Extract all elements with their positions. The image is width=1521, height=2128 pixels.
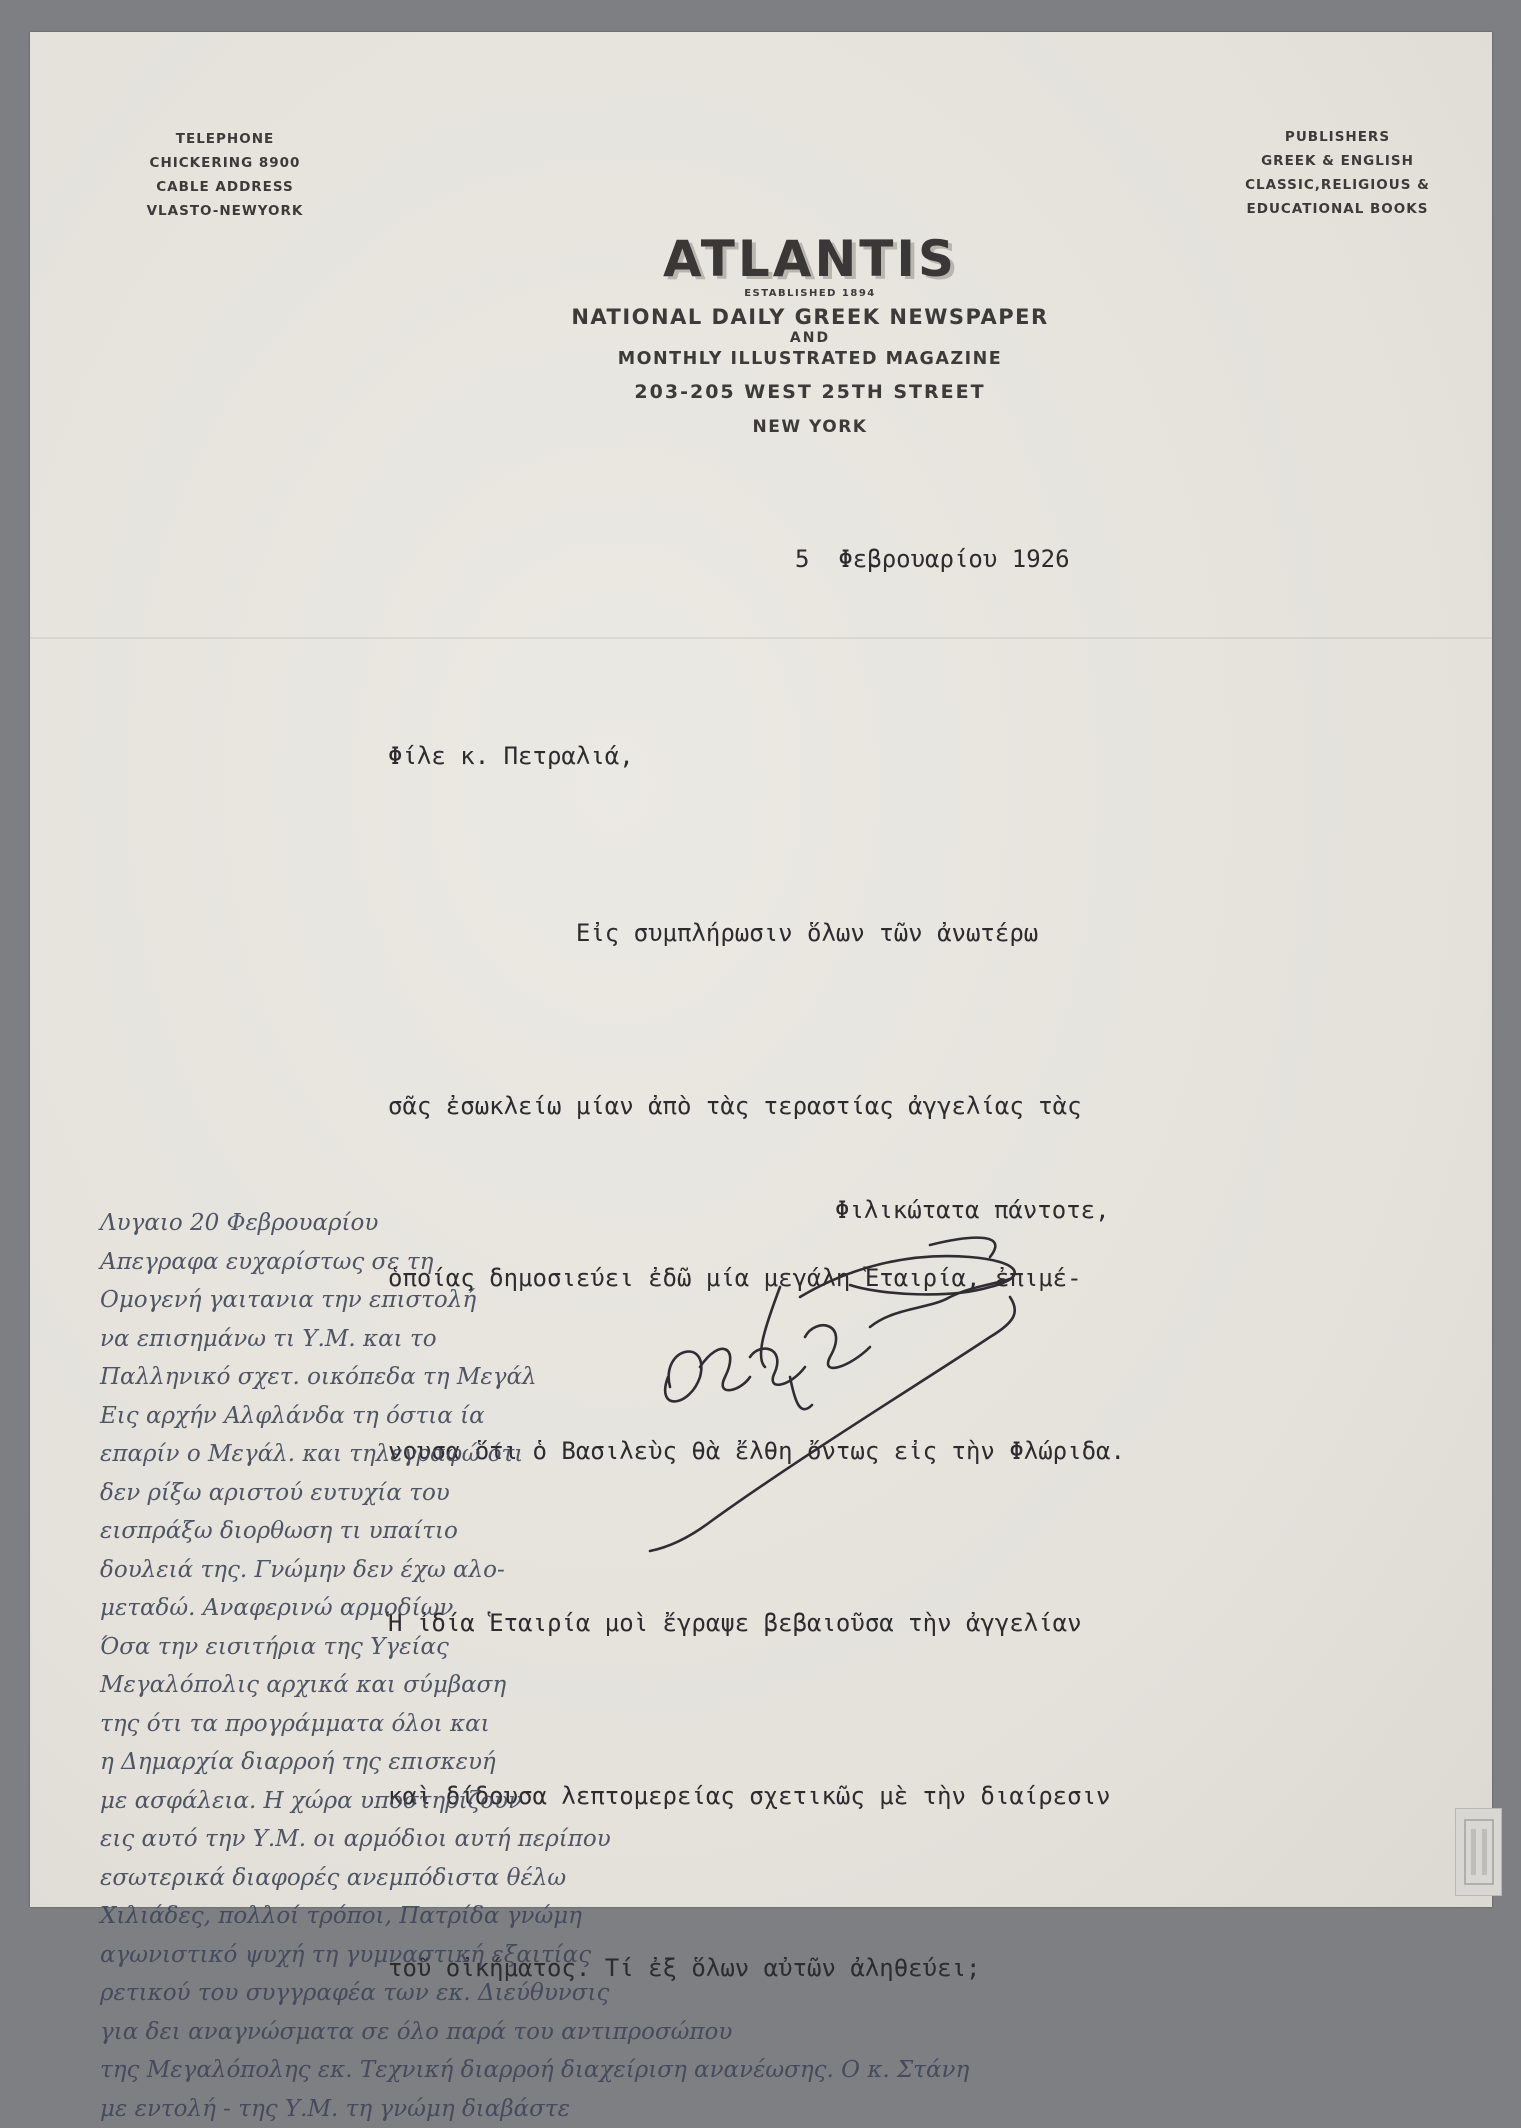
handwritten-line: Ομογενή γαιτανια την επιστολή: [100, 1281, 1140, 1320]
archive-logo-icon: [1462, 1817, 1496, 1887]
letterhead-contact-line: CABLE ADDRESS: [110, 175, 340, 199]
handwritten-line: της ότι τα προγράμματα όλοι και: [100, 1705, 1140, 1744]
letterhead-publishers-line: GREEK & ENGLISH: [1215, 149, 1460, 173]
masthead-newspaper: NATIONAL DAILY GREEK NEWSPAPER: [470, 305, 1150, 329]
handwritten-line: για δει αναγνώσματα σε όλο παρά του αντιπροσώπου: [100, 2013, 1140, 2052]
handwritten-line: με εντολή - της Υ.Μ. τη γνώμη διαβάστε: [100, 2090, 1140, 2128]
letter-body-line: Εἰς συμπλήρωσιν ὅλων τῶν ἀνωτέρω: [388, 905, 1125, 963]
letterhead-publishers-line: PUBLISHERS: [1215, 125, 1460, 149]
masthead-city: NEW YORK: [470, 417, 1150, 437]
handwritten-line: Όσα την εισιτήρια της Υγείας: [100, 1628, 1140, 1667]
handwritten-line: ρετικού του συγγραφέα των εκ. Διεύθυνσις: [100, 1974, 1140, 2013]
masthead-and: AND: [470, 330, 1150, 346]
handwritten-line: μεταδώ. Αναφερινώ αρμοδίων: [100, 1589, 1140, 1628]
masthead-address: 203-205 WEST 25TH STREET: [470, 381, 1150, 403]
handwritten-line: η Δημαρχία διαρροή της επισκευή: [100, 1743, 1140, 1782]
letter-body-line: Ἡ ἰδία Ἑταιρία μοὶ ἔγραψε βεβαιοῦσα τὴν ἀγγελίαν: [388, 1595, 1125, 1653]
handwritten-line: Χιλιάδες, πολλοί τρόποι, Πατρίδα γνώμη: [100, 1897, 1140, 1936]
handwritten-line: εισπράξω διορθωση τι υπαίτιο: [100, 1512, 1140, 1551]
letter-body-line: καὶ δίδουσα λεπτομερείας σχετικῶς μὲ τὴν διαίρεσιν: [388, 1768, 1125, 1826]
letter-body-line: ὁποίας δημοσιεύει ἐδῶ μία μεγάλη Ἑταιρία, ἐπιμέ-: [388, 1250, 1125, 1308]
letter-salutation: Φίλε κ. Πετραλιά,: [388, 742, 634, 770]
brand-title: ATLANTIS: [470, 232, 1150, 286]
letter-sheet: [30, 32, 1492, 1907]
handwritten-line: Παλληνικό σχετ. οικόπεδα τη Μεγάλ: [100, 1358, 1140, 1397]
letterhead-contact-line: CHICKERING 8900: [110, 151, 340, 175]
handwritten-line: Απεγραφα ευχαρίστως σε τη: [100, 1243, 1140, 1282]
paper-fold: [30, 637, 1492, 639]
handwritten-line: δουλειά της. Γνώμην δεν έχω αλο-: [100, 1551, 1140, 1590]
handwritten-line: εις αυτό την Υ.Μ. οι αρμόδιοι αυτή περίπου: [100, 1820, 1140, 1859]
letterhead-contact-line: TELEPHONE: [110, 127, 340, 151]
handwritten-line: Μεγαλόπολις αρχικά και σύμβαση: [100, 1666, 1140, 1705]
letter-closing: Φιλικώτατα πάντοτε,: [835, 1196, 1110, 1224]
masthead: [470, 232, 1150, 437]
masthead-magazine: MONTHLY ILLUSTRATED MAGAZINE: [470, 349, 1150, 369]
letter-body-line: τοῦ οἰκήματος. Τί ἐξ ὅλων αὐτῶν ἀληθεύει;: [388, 1940, 1125, 1998]
handwritten-line: επαρίν ο Μεγάλ. και τηλεγραφώ ότι: [100, 1435, 1140, 1474]
letterhead-publishers-line: CLASSIC,RELIGIOUS &: [1215, 173, 1460, 197]
letterhead-contact-line: VLASTO-NEWYORK: [110, 199, 340, 223]
handwritten-line: της Μεγαλόπολης εκ. Τεχνική διαρροή διαχείριση ανανέωσης. Ο κ. Στάνη: [100, 2051, 1140, 2090]
handwritten-line: εσωτερικά διαφορές ανεμπόδιστα θέλω: [100, 1859, 1140, 1898]
letterhead-contact: [110, 127, 340, 223]
handwritten-line: δεν ρίξω αριστού ευτυχία του: [100, 1474, 1140, 1513]
handwritten-line: με ασφάλεια. Η χώρα υποστηρίζουν: [100, 1782, 1140, 1821]
handwritten-line: να επισημάνω τι Υ.Μ. και το: [100, 1320, 1140, 1359]
established-line: ESTABLISHED 1894: [470, 288, 1150, 299]
signature: [550, 1227, 1130, 1557]
letter-date: 5 Φεβρουαρίου 1926: [795, 545, 1070, 573]
archive-stamp: [1455, 1808, 1502, 1896]
letterhead-publishers: [1215, 125, 1460, 221]
letterhead-publishers-line: EDUCATIONAL BOOKS: [1215, 197, 1460, 221]
handwritten-line: αγωνιστικό ψυχή τη γυμναστική εξαιτίας: [100, 1936, 1140, 1975]
handwritten-line: Λυγαιο 20 Φεβρουαρίου: [100, 1204, 1140, 1243]
handwritten-line: Εις αρχήν Αλφλάνδα τη όστια ία: [100, 1397, 1140, 1436]
letter-body-line: νουσα ὅτι ὁ Βασιλεὺς θὰ ἔλθη ὄντως εἰς τὴν Φλώριδα.: [388, 1423, 1125, 1481]
letter-body-line: σᾶς ἐσωκλείω μίαν ἀπὸ τὰς τεραστίας ἀγγελίας τὰς: [388, 1078, 1125, 1136]
